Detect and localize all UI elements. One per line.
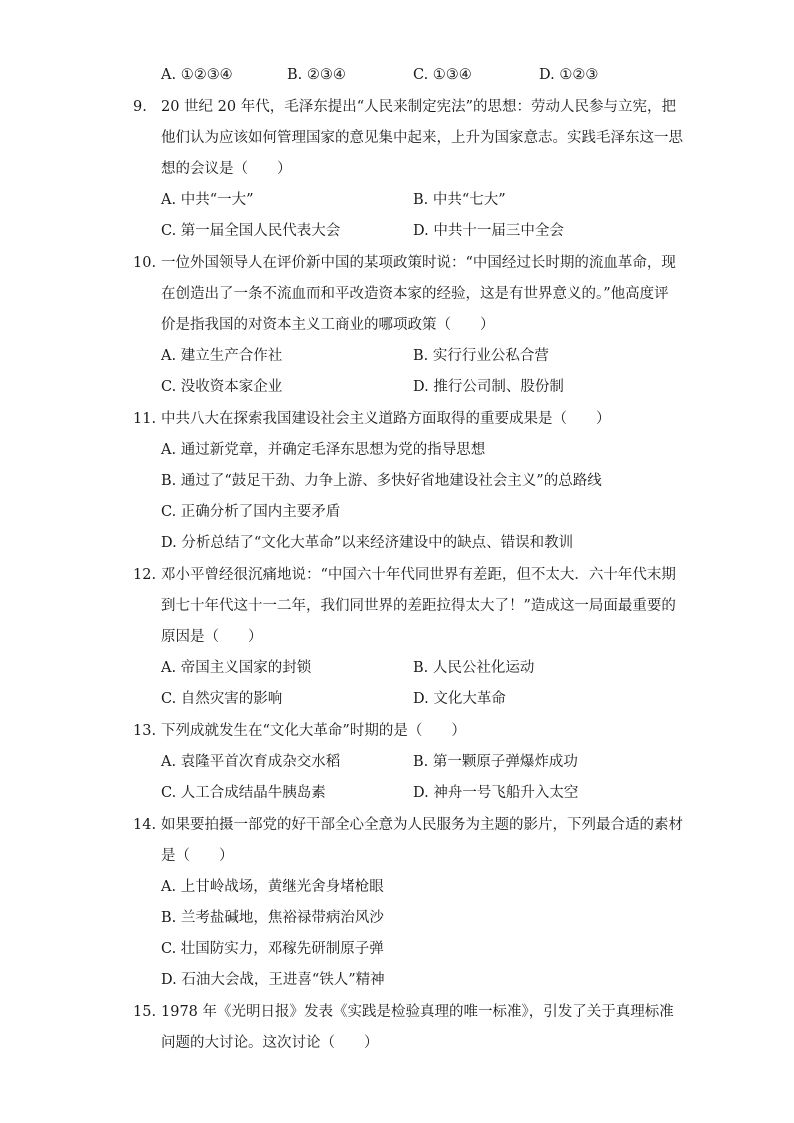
q9-stem-line-3: 想的会议是（ ） <box>161 161 292 177</box>
q12-option-d: D. 文化大革命 <box>413 691 506 707</box>
q9-stem-line-1: 20 世纪 20 年代，毛泽东提出“人民来制定宪法”的思想：劳动人民参与立宪，把 <box>161 99 677 115</box>
q12-option-c: C. 自然灾害的影响 <box>161 691 283 707</box>
q11-option-b: B. 通过了“鼓足干劲、力争上游、多快好省地建设社会主义”的总路线 <box>161 473 602 489</box>
q13-option-a: A. 袁隆平首次育成杂交水稻 <box>161 754 341 770</box>
q11-stem-line-1: 中共八大在探索我国建设社会主义道路方面取得的重要成果是（ ） <box>161 411 611 427</box>
q8-option-c: C. ①③④ <box>413 67 472 83</box>
q12-stem-line-3: 原因是（ ） <box>161 629 263 645</box>
q12-stem-line-2: 到七十年代这十一二年，我们同世界的差距拉得太大了！”造成这一局面最重要的 <box>161 598 676 614</box>
q14-option-b: B. 兰考盐碱地，焦裕禄带病治风沙 <box>161 910 384 926</box>
q9-option-b: B. 中共“七大” <box>413 192 506 208</box>
q10-option-b: B. 实行行业公私合营 <box>413 348 549 364</box>
q13-number: 13. <box>133 723 157 739</box>
q8-option-d: D. ①②③ <box>539 67 599 83</box>
q10-option-c: C. 没收资本家企业 <box>161 379 283 395</box>
q9-stem-line-2: 他们认为应该如何管理国家的意见集中起来，上升为国家意志。实践毛泽东这一思 <box>161 130 683 146</box>
q13-stem-line-1: 下列成就发生在“文化大革命”时期的是（ ） <box>161 723 466 739</box>
q15-stem-line-2: 问题的大讨论。这次讨论（ ） <box>161 1035 379 1051</box>
q9-option-c: C. 第一届全国人民代表大会 <box>161 223 341 239</box>
q13-option-b: B. 第一颗原子弹爆炸成功 <box>413 754 578 770</box>
q12-number: 12. <box>133 567 157 583</box>
q11-option-d: D. 分析总结了“文化大革命”以来经济建设中的缺点、错误和教训 <box>161 535 574 551</box>
q12-stem-line-1: 邓小平曾经很沉痛地说：“中国六十年代同世界有差距，但不太大．六十年代末期 <box>161 567 676 583</box>
q13-option-d: D. 神舟一号飞船升入太空 <box>413 785 579 801</box>
q9-option-d: D. 中共十一届三中全会 <box>413 223 564 239</box>
q8-option-b: B. ②③④ <box>287 67 346 83</box>
q14-option-c: C. 壮国防实力，邓稼先研制原子弹 <box>161 941 384 957</box>
q11-number: 11. <box>133 411 157 427</box>
q10-option-a: A. 建立生产合作社 <box>161 348 283 364</box>
q14-option-a: A. 上甘岭战场，黄继光舍身堵枪眼 <box>161 879 384 895</box>
q14-option-d: D. 石油大会战，王进喜“铁人”精神 <box>161 972 385 988</box>
q9-number: 9. <box>133 99 147 115</box>
q12-option-b: B. 人民公社化运动 <box>413 660 535 676</box>
q15-stem-line-1: 1978 年《光明日报》发表《实践是检验真理的唯一标准》，引发了关于真理标准 <box>161 1004 674 1020</box>
q10-number: 10. <box>133 255 157 271</box>
q10-stem-line-2: 在创造出了一条不流血而和平改造资本家的经验，这是有世界意义的。”他高度评 <box>161 286 669 302</box>
q13-option-c: C. 人工合成结晶牛胰岛素 <box>161 785 326 801</box>
q11-option-c: C. 正确分析了国内主要矛盾 <box>161 504 341 520</box>
q11-option-a: A. 通过新党章，并确定毛泽东思想为党的指导思想 <box>161 442 486 458</box>
q10-option-d: D. 推行公司制、股份制 <box>413 379 564 395</box>
q10-stem-line-1: 一位外国领导人在评价新中国的某项政策时说：“中国经过长时期的流血革命，现 <box>161 255 676 271</box>
q14-stem-line-2: 是（ ） <box>161 848 234 864</box>
q9-option-a: A. 中共“一大” <box>161 192 254 208</box>
q12-option-a: A. 帝国主义国家的封锁 <box>161 660 312 676</box>
q15-number: 15. <box>133 1004 157 1020</box>
q14-stem-line-1: 如果要拍摄一部党的好干部全心全意为人民服务为主题的影片，下列最合适的素材 <box>161 817 683 833</box>
q8-option-a: A. ①②③④ <box>161 67 233 83</box>
q14-number: 14. <box>133 817 157 833</box>
q10-stem-line-3: 价是指我国的对资本主义工商业的哪项政策（ ） <box>161 317 495 333</box>
